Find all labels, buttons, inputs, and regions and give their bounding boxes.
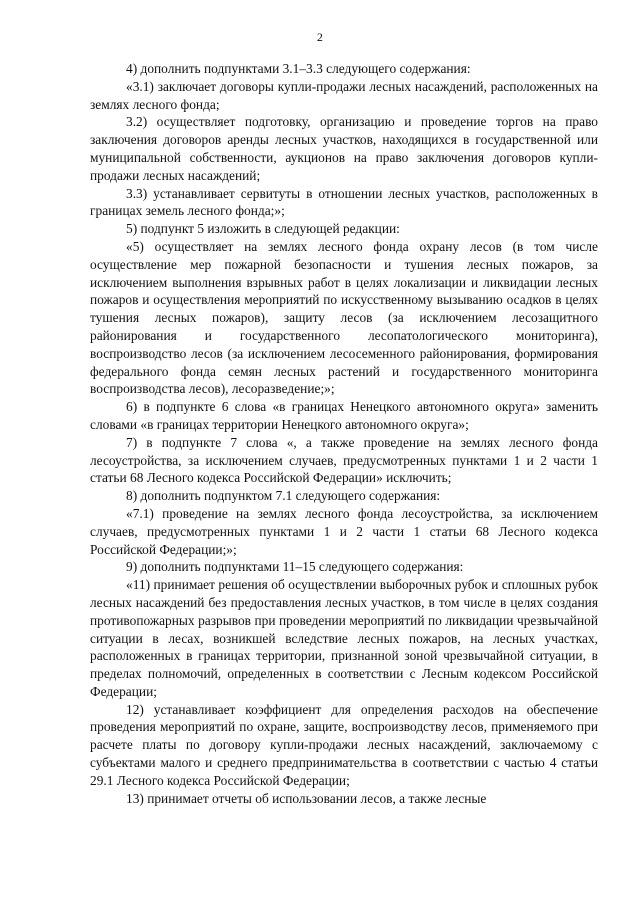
document-body <box>90 60 598 807</box>
paragraph-subitem-3-1: «3.1) заключает договоры купли-продажи лесных насаждений, расположенных на землях лесного фонда; <box>90 78 598 112</box>
paragraph-item-9: 9) дополнить подпунктами 11–15 следующего содержания: <box>126 559 464 575</box>
paragraph-subitem-7-1: «7.1) проведение на землях лесного фонда лесоустройства, за исключением случаев, предусмотренных пунктами 1 и 2 части 1 статьи 68 Лесного кодекса Российской Федерации;»; <box>90 505 598 557</box>
paragraph-item-8: 8) дополнить подпунктом 7.1 следующего содержания: <box>126 488 441 504</box>
paragraph-subitem-12: 12) устанавливает коэффициент для определения расходов на обеспечение проведения мероприятий по охране, защите, воспроизводству лесов, применяемого при расчете платы по договору купли-продажи лесных насаждений, заключаемому с субъектами малого и среднего предпринимательства в соответствии с частью 4 статьи 29.1 Лесного кодекса Российской Федерации; <box>90 701 598 788</box>
paragraph-subitem-3-3: 3.3) устанавливает сервитуты в отношении лесных участков, расположенных в границах земель лесного фонда;»; <box>90 185 598 219</box>
paragraph-subitem-11: «11) принимает решения об осуществлении выборочных рубок и сплошных рубок лесных насаждений без предоставления лесных участков, в том числе в целях создания противопожарных разрывов при проведении мероприятий по ликвидации чрезвычайной ситуации в лесах, возникшей вследствие лесных пожаров, на лесных участках, расположенных в границах территории, признанной зоной чрезвычайной ситуации, в пределах полномочий, определенных в соответствии с Лесным кодексом Российской Федерации; <box>90 577 598 699</box>
paragraph-subitem-13: 13) принимает отчеты об использовании лесов, а также лесные <box>126 790 487 806</box>
paragraph-item-7: 7) в подпункте 7 слова «, а также проведение на землях лесного фонда лесоустройства, за исключением случаев, предусмотренных пунктами 1 и 2 части 1 статьи 68 Лесного кодекса Российской Федерации» исключить; <box>90 434 598 486</box>
paragraph-item-4: 4) дополнить подпунктами 3.1–3.3 следующего содержания: <box>126 61 471 76</box>
paragraph-subitem-3-2: 3.2) осуществляет подготовку, организацию и проведение торгов на право заключения договоров аренды лесных участков, находящихся в государственной или муниципальной собственности, аукционов на право заключения договоров купли-продажи лесных насаждений; <box>90 114 598 183</box>
paragraph-item-5: 5) подпункт 5 изложить в следующей редакции: <box>126 221 400 237</box>
page-number: 2 <box>316 30 324 44</box>
paragraph-subitem-5: «5) осуществляет на землях лесного фонда охрану лесов (в том числе осуществление мер пожарной безопасности и тушения лесных пожаров, за исключением выполнения взрывных работ в целях локализации и ликвидации лесных пожаров и осуществления мероприятий по искусственному вызыванию осадков в целях тушения лесных пожаров), защиту лесов (за исключением лесозащитного районирования и государственного лесопатологического мониторинга), воспроизводство лесов (за исключением лесосеменного районирования, формирования федерального фонда семян лесных растений и государственного мониторинга воспроизводства лесов), лесоразведение;»; <box>90 238 598 397</box>
paragraph-item-6: 6) в подпункте 6 слова «в границах Ненецкого автономного округа» заменить словами «в границах территории Ненецкого автономного округа»; <box>90 399 598 432</box>
